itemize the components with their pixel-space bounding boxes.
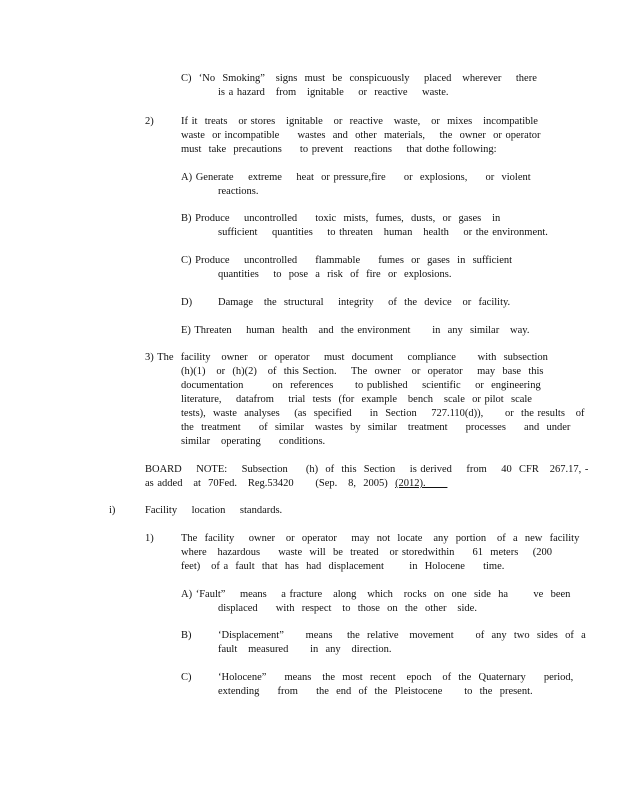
subitem-a-generate-line1: A) Generate extreme heat or pressure,fire or explosions, or violent (181, 172, 531, 183)
item-3-line5: tests), waste analyses (as specified in Section 727.110(d)), or the results of (181, 408, 585, 419)
subitem-c-flammable-line1: C) Produce uncontrolled flammable fumes or gases in sufficient (181, 255, 513, 266)
subitem-a-fault-line1: A) ‘Fault” means a fracture along which rocks on one side ha ve been (181, 589, 571, 600)
item-3-line3: documentation on references to published scientific or engineering (181, 380, 541, 391)
item-3-line7: similar operating conditions. (181, 436, 326, 447)
item-3-line1: 3) The facility owner or operator must document compliance with subsection (145, 352, 548, 363)
item-2-line3: must take precautions to prevent reactions that dothe following: (181, 144, 497, 155)
board-note-citation: as added at 70Fed. Reg.53420 (Sep. 8, 2005) (145, 478, 396, 489)
subitem-c-holocene-line2: extending from the end of the Pleistocene to the present. (218, 686, 533, 697)
item-i1-line2: where hazardous waste will be treated or storedwithin 61 meters (200 (181, 547, 553, 558)
subitem-b-toxic-line1: B) Produce uncontrolled toxic mists, fumes, dusts, or gases in (181, 213, 501, 224)
board-note-amendment-year: (2012). (395, 478, 448, 489)
subitem-b-displacement-line1: ‘Displacement” means the relative movement of any two sides of a (218, 630, 586, 641)
subitem-c-flammable-line2: quantities to pose a risk of fire or explosions. (218, 269, 452, 280)
subitem-c-no-smoking-line1: C) ‘No Smoking” signs must be conspicuously placed wherever there (181, 73, 537, 84)
subitem-c-label: C) (181, 672, 192, 683)
item-i1-line1: The facility owner or operator may not locate any portion of a new facility (181, 533, 580, 544)
board-note-line2 (145, 477, 447, 491)
item-3-line4: literature, datafrom trial tests (for example bench scale or pilot scale (181, 394, 532, 405)
section-i-title: Facility location standards. (145, 505, 283, 516)
subitem-b-displacement-line2: fault measured in any direction. (218, 644, 392, 655)
item-2-line2: waste or incompatible wastes and other materials, the owner or operator (181, 130, 541, 141)
item-3-line6: the treatment of similar wastes by similar treatment processes and under (181, 422, 571, 433)
item-3-line2: (h)(1) or (h)(2) of this Section. The owner or operator may base this (181, 366, 544, 377)
subitem-e-line1: E) Threaten human health and the environment in any similar way. (181, 325, 530, 336)
subitem-a-fault-line2: displaced with respect to those on the other side. (218, 603, 477, 614)
subitem-a-generate-line2: reactions. (218, 186, 259, 197)
subitem-b-toxic-line2: sufficient quantities to threaten human health or the environment. (218, 227, 548, 238)
subitem-b-label: B) (181, 630, 192, 641)
item-i1-line3: feet) of a fault that has had displacement in Holocene time. (181, 561, 505, 572)
subitem-d-text: Damage the structural integrity of the device or facility. (218, 297, 511, 308)
item-2-line1: If it treats or stores ignitable or reactive waste, or mixes incompatible (181, 116, 538, 127)
item-i1-number: 1) (145, 533, 154, 544)
section-i-label: i) (109, 505, 116, 516)
board-note-line1: BOARD NOTE: Subsection (h) of this Section is derived from 40 CFR 267.17, - (145, 464, 589, 475)
item-2-number: 2) (145, 116, 154, 127)
subitem-c-holocene-line1: ‘Holocene” means the most recent epoch of the Quaternary period, (218, 672, 574, 683)
subitem-d-label: D) (181, 297, 193, 308)
subitem-c-no-smoking-line2: is a hazard from ignitable or reactive waste. (218, 87, 449, 98)
